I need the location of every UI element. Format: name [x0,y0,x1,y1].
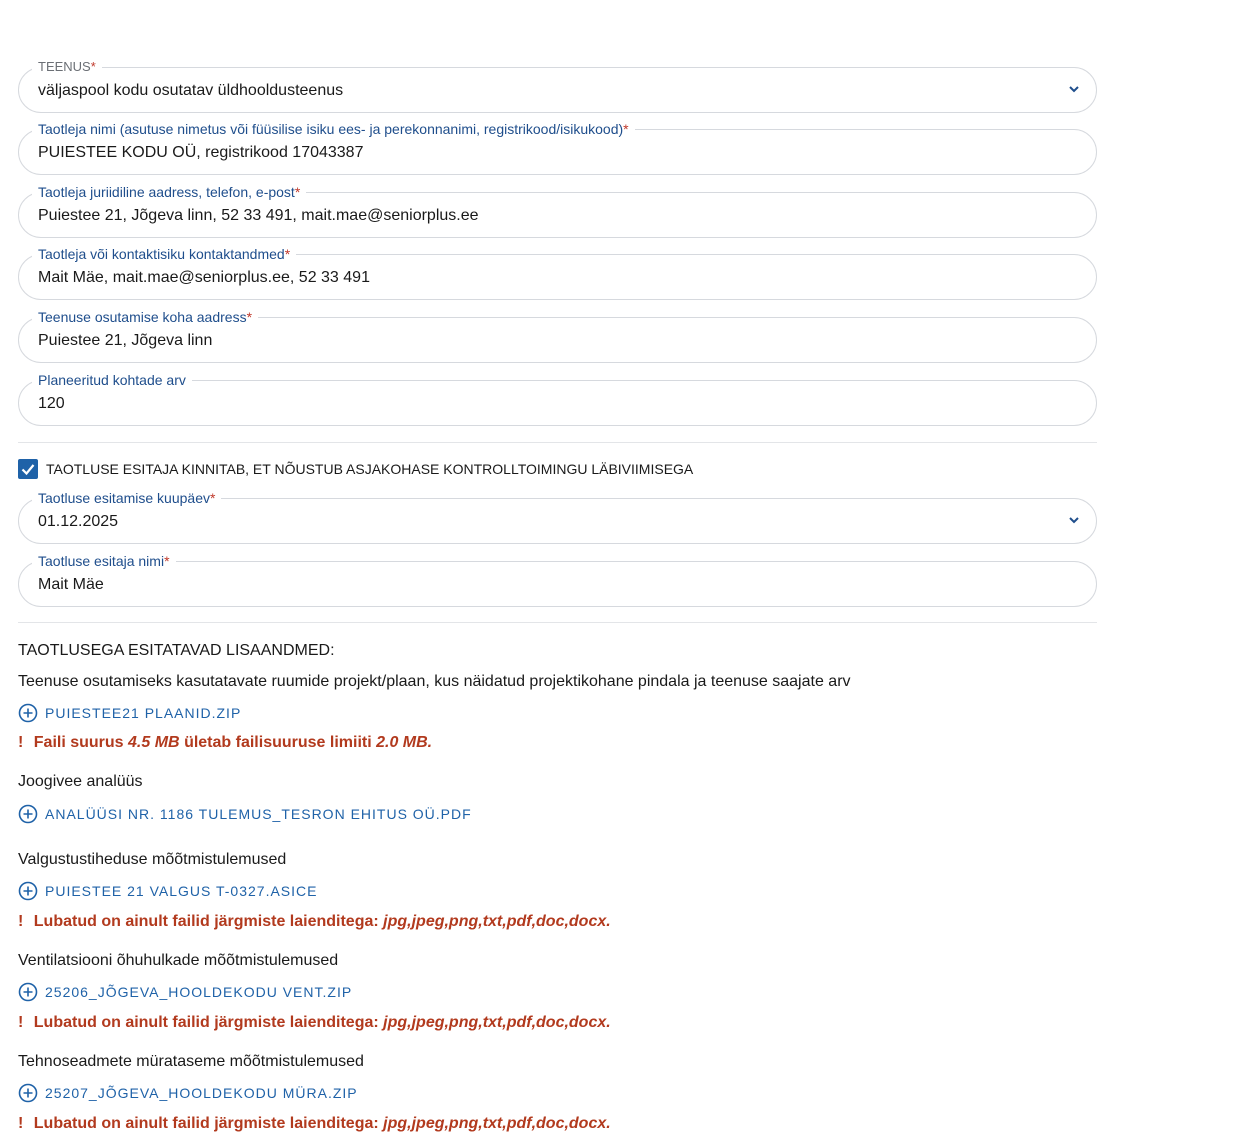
consent-checkbox[interactable] [18,459,38,479]
contact-label: Taotleja või kontaktisiku kontaktandmed* [32,246,296,262]
error-text: Lubatud on ainult failid järgmiste laienditega: [33,1014,379,1031]
service-select-label: TEENUS* [32,59,102,75]
submission-date-select[interactable] [18,490,1097,544]
applicant-name-field[interactable] [18,121,1097,175]
error-mark: ! [18,734,24,751]
submitter-name-label: Taotluse esitaja nimi* [32,553,176,569]
attachment-file-name[interactable]: 25206_JÕGEVA_HOOLDEKODU VENT.ZIP [45,984,353,1000]
submitter-name-field[interactable] [18,553,1097,607]
error-extensions: jpg,jpeg,png,txt,pdf,doc,docx. [383,913,611,930]
add-circle-icon[interactable] [18,881,38,901]
add-circle-icon[interactable] [18,1083,38,1103]
file-extension-error [18,1014,611,1032]
applicant-address-label: Taotleja juriidiline aadress, telefon, e-post* [32,184,306,200]
contact-value: Mait Mäe, mait.mae@seniorplus.ee, 52 33 491 [38,269,370,286]
attachment-file-link[interactable] [18,804,472,824]
attachment-file-link[interactable] [18,703,241,723]
add-circle-icon[interactable] [18,804,38,824]
service-select[interactable] [18,59,1097,113]
applicant-name-value: PUIESTEE KODU OÜ, registrikood 17043387 [38,144,364,161]
submission-date-value: 01.12.2025 [38,513,119,530]
error-text: ületab failisuuruse limiiti [184,734,372,751]
error-mark: ! [18,1014,24,1031]
error-limit: 2.0 MB. [376,734,433,751]
attachment-file-link[interactable] [18,1083,358,1103]
error-text: Lubatud on ainult failid järgmiste laienditega: [33,1115,379,1132]
service-location-value: Puiestee 21, Jõgeva linn [38,332,213,349]
add-circle-icon[interactable] [18,982,38,1002]
attachment-label: Tehnoseadmete mürataseme mõõtmistulemused [18,1053,364,1070]
error-mark: ! [18,1115,24,1132]
consent-label[interactable]: TAOTLUSE ESITAJA KINNITAB, ET NÕUSTUB ASJAKOHASE KONTROLLTOIMINGU LÄBIVIIMISEGA [46,461,694,477]
attachment-label: Ventilatsiooni õhuhulkade mõõtmistulemused [18,952,339,969]
check-icon [18,459,38,479]
error-extensions: jpg,jpeg,png,txt,pdf,doc,docx. [383,1115,611,1132]
attachment-label: Valgustustiheduse mõõtmistulemused [18,851,287,868]
planned-places-value: 120 [38,395,65,412]
error-mark: ! [18,913,24,930]
divider [18,442,1097,443]
submitter-name-value: Mait Mäe [38,576,104,593]
planned-places-field[interactable] [18,372,1097,426]
attachment-file-name[interactable]: PUIESTEE 21 VALGUS T-0327.ASICE [45,883,318,899]
service-location-label: Teenuse osutamise koha aadress* [32,309,258,325]
contact-field[interactable] [18,246,1097,300]
submitter-name-box[interactable] [18,561,1097,607]
service-select-value: väljaspool kodu osutatav üldhooldusteenus [38,82,344,99]
applicant-name-label: Taotleja nimi (asutuse nimetus või füüsilise isiku ees- ja perekonnanimi, registrikood/isikukood)* [32,121,635,137]
attachments-title: TAOTLUSEGA ESITATAVAD LISAANDMED: [18,642,335,659]
attachment-file-name[interactable]: 25207_JÕGEVA_HOOLDEKODU MÜRA.ZIP [45,1085,358,1101]
applicant-address-value: Puiestee 21, Jõgeva linn, 52 33 491, mait.mae@seniorplus.ee [38,207,479,224]
error-extensions: jpg,jpeg,png,txt,pdf,doc,docx. [383,1014,611,1031]
file-extension-error [18,913,611,931]
chevron-down-icon[interactable] [1067,513,1081,527]
add-circle-icon[interactable] [18,703,38,723]
planned-places-label: Planeeritud kohtade arv [32,372,192,388]
file-size-error [18,734,432,752]
attachment-file-link[interactable] [18,881,317,901]
attachment-file-name[interactable]: PUIESTEE21 PLAANID.ZIP [45,705,242,721]
attachment-label: Joogivee analüüs [18,773,143,790]
submission-date-label: Taotluse esitamise kuupäev* [32,490,221,506]
attachment-file-link[interactable] [18,982,352,1002]
service-location-field[interactable] [18,309,1097,363]
error-size: 4.5 MB [128,734,180,751]
error-text: Faili suurus [33,734,124,751]
attachment-label: Teenuse osutamiseks kasutatavate ruumide projekt/plaan, kus näidatud projektikohane pindala ja teenuse saajate arv [18,673,851,690]
file-extension-error [18,1115,611,1133]
chevron-down-icon[interactable] [1067,82,1081,96]
applicant-address-field[interactable] [18,184,1097,238]
divider [18,622,1097,623]
attachment-file-name[interactable]: ANALÜÜSI NR. 1186 TULEMUS_TESRON EHITUS OÜ.PDF [45,806,472,822]
error-text: Lubatud on ainult failid järgmiste laienditega: [33,913,379,930]
